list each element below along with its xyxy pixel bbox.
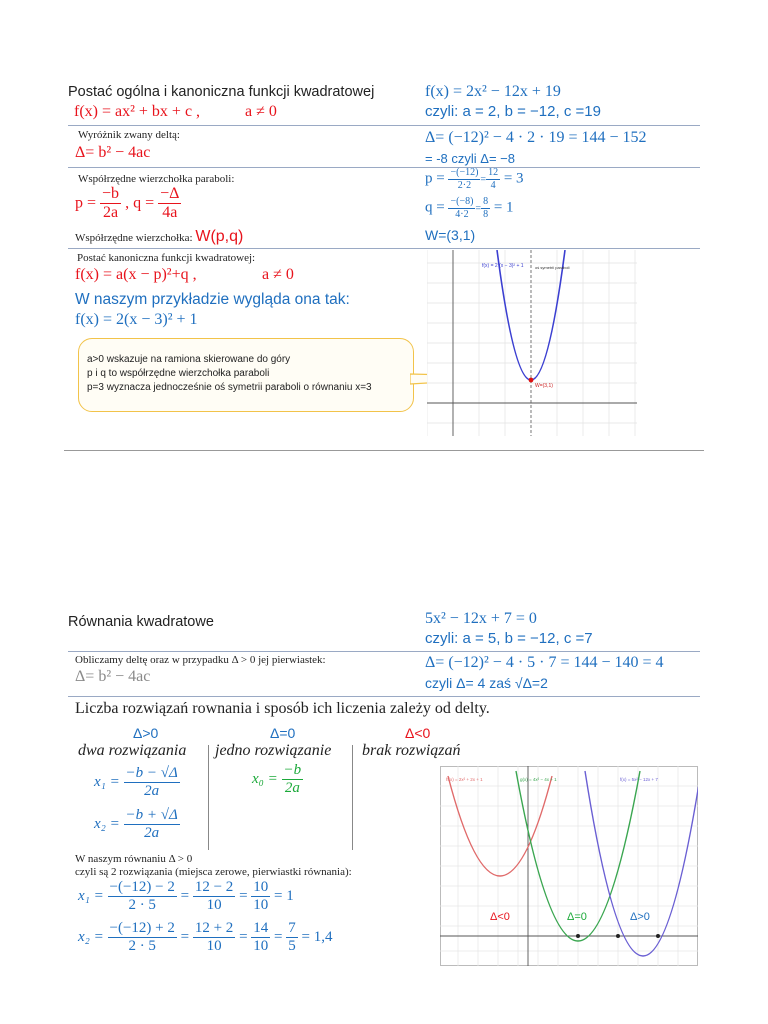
delta-heading: Wyróżnik zwany deltą: bbox=[78, 129, 180, 141]
tag-positive: Δ>0 bbox=[630, 911, 650, 923]
vertex-text: W=(3,1) bbox=[535, 383, 553, 389]
delta2-formula: Δ= b² − 4ac bbox=[75, 668, 151, 685]
q-label: , q = bbox=[125, 194, 155, 212]
root-point bbox=[576, 934, 580, 938]
delta-result: = -8 czyli Δ= −8 bbox=[425, 151, 515, 166]
general-form: f(x) = ax² + bx + c , bbox=[74, 103, 201, 120]
general-a-ne-0: a ≠ 0 bbox=[245, 103, 277, 120]
canonical-form: f(x) = a(x − p)²+q , bbox=[75, 266, 197, 283]
blue-curve-label: f(x) = 5x² − 12x + 7 bbox=[620, 777, 658, 782]
q-fraction: $\frac{-\Delta}{4a}$ bbox=[160, 185, 180, 221]
tag-zero: Δ=0 bbox=[567, 911, 587, 923]
callout-line: p i q to współrzędne wierzchołka paraboli bbox=[87, 368, 270, 379]
vertex-label: Współrzędne wierzchołka: W(p,q) bbox=[75, 228, 244, 245]
callout-line: a>0 wskazuje na ramiona skierowane do góry bbox=[87, 354, 291, 365]
parabola-graph bbox=[427, 250, 637, 436]
solution-x2: x₂ = $\frac{-(-12) + 2}{2 \cdot 5}$ = $\frac{12 + 2}{10}$ = $\frac{14}{10}$ = $\frac{7}{5}$ = 1,4 bbox=[78, 920, 333, 954]
separator bbox=[68, 125, 700, 126]
separator bbox=[68, 167, 700, 168]
canonical-heading: Postać kanoniczna funkcji kwadratowej: bbox=[77, 252, 256, 264]
x2-formula: x₂ = $\frac{-b + √\Delta}{2a}$ bbox=[94, 807, 178, 841]
case-cond-positive: Δ>0 bbox=[133, 725, 159, 741]
vertex-heading: Współrzędne wierzchołka paraboli: bbox=[78, 173, 235, 185]
root-point bbox=[656, 934, 660, 938]
case-name-positive: dwa rozwiązania bbox=[78, 742, 187, 759]
case-cond-negative: Δ<0 bbox=[405, 725, 431, 741]
legend-text: oś symetrii paraboli bbox=[535, 265, 570, 270]
delta2-result: czyli Δ= 4 zaś √Δ=2 bbox=[425, 675, 548, 691]
equation-coeffs: czyli: a = 5, b = −12, c =7 bbox=[425, 630, 593, 647]
vertex-point bbox=[529, 378, 534, 383]
equation: 5x² − 12x + 7 = 0 bbox=[425, 610, 537, 627]
w-result: W=(3,1) bbox=[425, 227, 476, 243]
vertex-formulas bbox=[75, 186, 181, 221]
vertex-symbol: W(p,q) bbox=[195, 228, 244, 245]
x0-formula: x₀ = $\frac{-b}{2a}$ bbox=[252, 762, 302, 796]
q-calculation: q = $\frac{-(-8)}{4\cdot 2}$ = $\frac{8}{8}$ = 1 bbox=[425, 196, 514, 220]
divider-line bbox=[208, 745, 209, 850]
delta2-heading: Obliczamy deltę oraz w przypadku Δ > 0 jej pierwiastek: bbox=[75, 654, 326, 666]
canonical-a-ne-0: a ≠ 0 bbox=[262, 266, 294, 283]
callout-box bbox=[78, 338, 414, 412]
tag-negative: Δ<0 bbox=[490, 911, 510, 923]
dependence-text: Liczba rozwiązań rownania i sposób ich liczenia zależy od delty. bbox=[75, 700, 490, 717]
x1-formula: x₁ = $\frac{-b - √\Delta}{2a}$ bbox=[94, 765, 178, 799]
green-curve-label: g(x) = 4x² − 4x + 1 bbox=[520, 777, 557, 782]
three-parabolas-graph bbox=[440, 766, 698, 966]
section2-title: Równania kwadratowe bbox=[68, 614, 214, 630]
our-equation-1: W naszym równaniu Δ > 0 bbox=[75, 853, 193, 865]
section1-title: Postać ogólna i kanoniczna funkcji kwadratowej bbox=[68, 84, 375, 100]
p-calculation: p = $\frac{-(-12)}{2\cdot 2}$ = $\frac{12}{4}$ = 3 bbox=[425, 167, 524, 191]
solution-x1: x₁ = $\frac{-(-12) - 2}{2 \cdot 5}$ = $\frac{12 - 2}{10}$ = $\frac{10}{10}$ = 1 bbox=[78, 879, 294, 913]
separator bbox=[68, 696, 700, 697]
case-cond-zero: Δ=0 bbox=[270, 725, 296, 741]
root-point bbox=[616, 934, 620, 938]
divider-line bbox=[352, 745, 353, 850]
example-canonical: f(x) = 2(x − 3)² + 1 bbox=[75, 311, 198, 328]
p-fraction: $\frac{-b}{2a}$ bbox=[102, 185, 120, 221]
example-fx: f(x) = 2x² − 12x + 19 bbox=[425, 83, 561, 100]
p-label: p = bbox=[75, 194, 97, 212]
delta2-calc: Δ= (−12)² − 4 · 5 · 7 = 144 − 140 = 4 bbox=[425, 654, 664, 671]
curve-label: f(x) = 2 (x − 3)² + 1 bbox=[482, 263, 524, 269]
delta-formula: Δ= b² − 4ac bbox=[75, 144, 151, 161]
example-coeffs: czyli: a = 2, b = −12, c =19 bbox=[425, 103, 601, 120]
separator bbox=[68, 248, 700, 249]
case-name-zero: jedno rozwiązanie bbox=[215, 742, 332, 759]
example-intro: W naszym przykładzie wygląda ona tak: bbox=[75, 291, 350, 308]
case-name-negative: brak rozwiązań bbox=[362, 742, 461, 759]
separator bbox=[68, 651, 700, 652]
our-equation-2: czyli są 2 rozwiązania (miejsca zerowe, pierwiastki równania): bbox=[75, 866, 352, 878]
red-curve-label: h(x) = 2x² + 2x + 1 bbox=[446, 777, 483, 782]
callout-line: p=3 wyznacza jednocześnie oś symetrii paraboli o równaniu x=3 bbox=[87, 382, 372, 393]
page-divider bbox=[64, 450, 704, 451]
delta-calc: Δ= (−12)² − 4 · 2 · 19 = 144 − 152 bbox=[425, 129, 647, 146]
